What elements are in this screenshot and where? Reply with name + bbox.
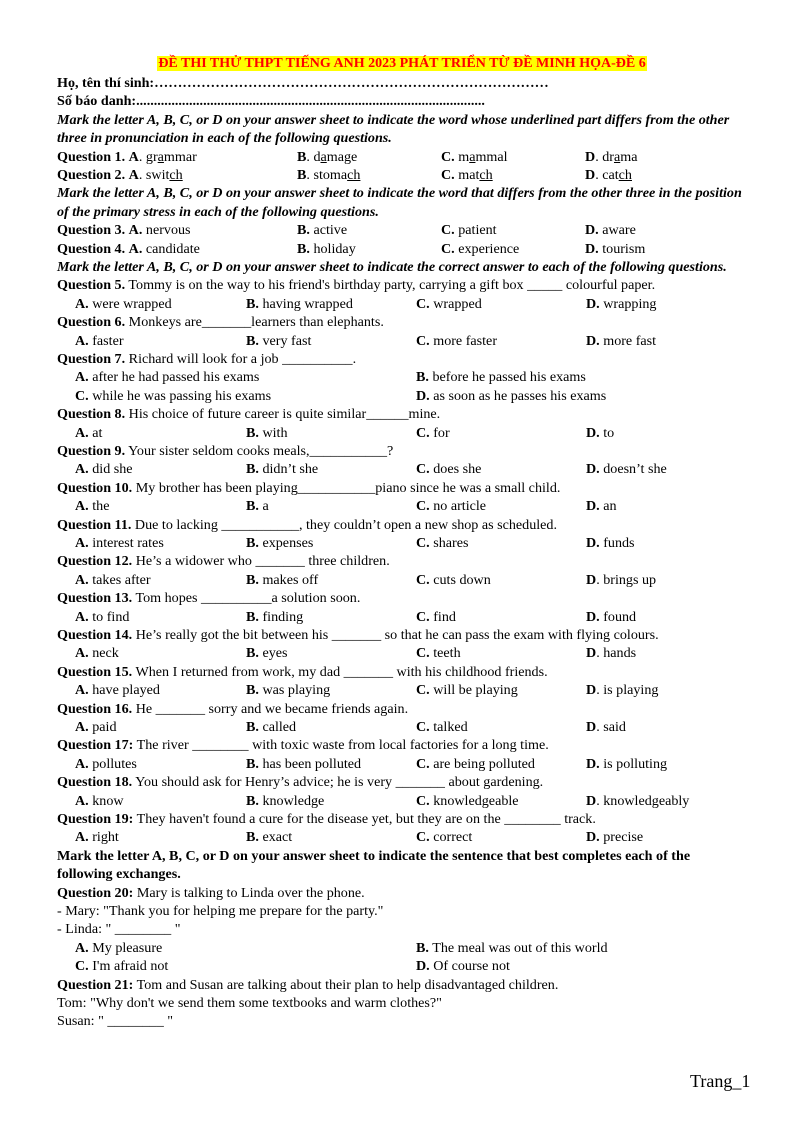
question-21: Question 21: Tom and Susan are talking about their plan to help disadvantaged children. xyxy=(57,976,559,993)
question-label: Question 2. xyxy=(57,167,126,184)
question-text: He _______ sorry and we became friends again. xyxy=(132,700,409,717)
option-d: D. is playing xyxy=(586,682,659,699)
options-row xyxy=(57,497,747,515)
question-20-options-row2 xyxy=(57,957,747,975)
question-text: You should ask for Henry’s advice; he is very _______ about gardening. xyxy=(132,774,544,791)
option-c: C. knowledgeable xyxy=(416,792,519,809)
option-c: C. will be playing xyxy=(416,682,518,699)
option-c: C. shares xyxy=(416,534,469,551)
option-a: A. pollutes xyxy=(75,755,137,772)
question-label: Question 19: xyxy=(57,810,134,827)
option-d: D. Of course not xyxy=(416,958,510,975)
option-a: A. interest rates xyxy=(75,534,164,551)
option-b: B. didn’t she xyxy=(246,461,319,478)
option-d: D. doesn’t she xyxy=(586,461,667,478)
question-text: When I returned from work, my dad _______ with his childhood friends. xyxy=(132,663,548,680)
question-label: Question 17: xyxy=(57,737,134,754)
option-c: C. teeth xyxy=(416,645,461,662)
exam-title-text: ĐỀ THI THỬ THPT TIẾNG ANH 2023 PHÁT TRIỂN TỪ ĐỀ MINH HỌA-ĐỀ 6 xyxy=(158,56,646,71)
question-label: Question 13. xyxy=(57,590,133,607)
option-b: B. finding xyxy=(246,608,304,625)
question-1: Question 1. A. grammar B. damage C. mammal D. drama xyxy=(57,148,638,165)
question-label: Question 11. xyxy=(57,516,132,533)
question-label: Question 10. xyxy=(57,479,133,496)
question-text: Richard will look for a job __________. xyxy=(125,351,357,367)
options-row xyxy=(57,755,747,773)
option-b: B. expenses xyxy=(246,534,314,551)
option-d: D. as soon as he passes his exams xyxy=(416,387,607,404)
option-d: D. found xyxy=(586,608,637,625)
option-d: D. knowledgeably xyxy=(586,792,690,809)
options-row xyxy=(57,828,747,846)
option-c: C. for xyxy=(416,424,450,441)
question-label: Question 7. xyxy=(57,351,126,367)
question-stem xyxy=(57,700,747,718)
question-text: He’s really got the bit between his _______ so that he can pass the exam with flying colours. xyxy=(132,626,659,643)
question-21-line1: Tom: "Why don't we send them some textbooks and warm clothes?" xyxy=(57,994,442,1011)
option-a: A. paid xyxy=(75,718,117,735)
exam-title xyxy=(57,55,747,73)
option-d: D. hands xyxy=(586,645,637,662)
option-b: B. was playing xyxy=(246,682,331,699)
question-stem xyxy=(57,313,747,331)
option-a: A. the xyxy=(75,498,110,515)
question-stem xyxy=(57,442,747,460)
question-text: The river ________ with toxic waste from local factories for a long time. xyxy=(133,737,549,754)
question-stem xyxy=(57,626,747,644)
question-3: Question 3. A. nervous B. active C. patient D. aware xyxy=(57,222,636,239)
option-b: B. The meal was out of this world xyxy=(416,939,608,956)
question-text: Tommy is on the way to his friend's birthday party, carrying a gift box _____ colourful paper. xyxy=(125,277,656,294)
mcq-questions xyxy=(57,276,747,846)
option-c: C. cuts down xyxy=(416,571,491,588)
option-c: C. talked xyxy=(416,718,468,735)
option-d: D. brings up xyxy=(586,571,657,588)
question-label: Question 5. xyxy=(57,277,126,294)
options-row xyxy=(57,718,747,736)
question-label: Question 18. xyxy=(57,774,133,791)
question-label: Question 12. xyxy=(57,553,133,570)
question-stem xyxy=(57,589,747,607)
question-20-line2: - Linda: " ________ " xyxy=(57,921,181,938)
option-d: D. wrapping xyxy=(586,295,657,312)
option-a: A. neck xyxy=(75,645,119,662)
question-stem xyxy=(57,405,747,423)
candidate-number-line: Số báo danh:................................................................................................... xyxy=(57,93,485,110)
question-21-line2: Susan: " ________ " xyxy=(57,1013,174,1030)
option-c: C. no article xyxy=(416,498,487,515)
question-label: Question 16. xyxy=(57,700,133,717)
option-d: D. to xyxy=(586,424,615,441)
options-row xyxy=(57,792,747,810)
option-d: D. precise xyxy=(586,829,644,846)
question-20: Question 20: Mary is talking to Linda over the phone. xyxy=(57,884,365,901)
option-c: C. while he was passing his exams xyxy=(75,387,272,404)
option-a: A. at xyxy=(75,424,103,441)
question-stem xyxy=(57,810,747,828)
option-d: D. funds xyxy=(586,534,635,551)
option-b: B. having wrapped xyxy=(246,295,353,312)
option-a: A. takes after xyxy=(75,571,151,588)
option-a: A. have played xyxy=(75,682,160,699)
question-text: His choice of future career is quite similar______mine. xyxy=(125,406,441,423)
option-b: B. called xyxy=(246,718,297,735)
options-row xyxy=(57,295,747,313)
question-20-line1: - Mary: "Thank you for helping me prepare for the party." xyxy=(57,902,384,919)
question-2: Question 2. A. switch B. stomach C. match D. catch xyxy=(57,167,632,184)
question-text: They haven't found a cure for the disease yet, but they are on the ________ track. xyxy=(133,810,596,827)
option-c: C. are being polluted xyxy=(416,755,535,772)
options-row xyxy=(57,534,747,552)
candidate-name-line: Họ, tên thí sinh:………………………………………………………………………… xyxy=(57,75,549,91)
options-row xyxy=(57,644,747,662)
instruction-stress: Mark the letter A, B, C, or D on your answer sheet to indicate the word that differs from the other three in the position of the primary stress in each of the following questions. xyxy=(57,185,742,220)
option-a: A. did she xyxy=(75,461,133,478)
option-a: A. My pleasure xyxy=(75,939,163,956)
options-row xyxy=(57,368,747,386)
question-label: Question 6. xyxy=(57,314,126,331)
options-row xyxy=(57,387,747,405)
option-c: C. does she xyxy=(416,461,482,478)
question-stem xyxy=(57,516,747,534)
option-c: C. find xyxy=(416,608,456,625)
option-a: A. to find xyxy=(75,608,130,625)
option-b: B. has been polluted xyxy=(246,755,362,772)
question-stem xyxy=(57,663,747,681)
question-label: Question 14. xyxy=(57,626,133,643)
question-stem xyxy=(57,736,747,754)
options-row xyxy=(57,424,747,442)
option-c: C. more faster xyxy=(416,332,498,349)
options-row xyxy=(57,681,747,699)
option-b: B. before he passed his exams xyxy=(416,369,586,386)
option-b: B. a xyxy=(246,498,269,515)
option-b: B. exact xyxy=(246,829,293,846)
page-number: Trang_1 xyxy=(690,1071,751,1091)
question-stem xyxy=(57,552,747,570)
option-a: A. right xyxy=(75,829,119,846)
question-label: Question 1. xyxy=(57,148,126,165)
question-stem xyxy=(57,479,747,497)
question-20-options-row1 xyxy=(57,939,747,957)
option-c: C. correct xyxy=(416,829,473,846)
options-row xyxy=(57,460,747,478)
option-b: B. knowledge xyxy=(246,792,325,809)
option-d: D. is polluting xyxy=(586,755,668,772)
option-a: A. were wrapped xyxy=(75,295,172,312)
option-b: B. with xyxy=(246,424,288,441)
option-d: D. more fast xyxy=(586,332,657,349)
question-4: Question 4. A. candidate B. holiday C. experience D. tourism xyxy=(57,240,646,257)
question-stem xyxy=(57,773,747,791)
option-a: A. know xyxy=(75,792,124,809)
options-row xyxy=(57,571,747,589)
option-d: D. said xyxy=(586,718,626,735)
option-b: B. very fast xyxy=(246,332,312,349)
option-d: D. an xyxy=(586,498,617,515)
options-row xyxy=(57,332,747,350)
question-label: Question 8. xyxy=(57,406,126,423)
option-b: B. eyes xyxy=(246,645,288,662)
question-text: He’s a widower who _______ three children. xyxy=(132,553,390,570)
question-text: Tom hopes __________a solution soon. xyxy=(132,590,361,607)
option-c: C. wrapped xyxy=(416,295,482,312)
question-label: Question 9. xyxy=(57,442,126,459)
question-stem xyxy=(57,276,747,294)
option-a: A. faster xyxy=(75,332,124,349)
options-row xyxy=(57,608,747,626)
question-stem xyxy=(57,350,747,368)
instruction-pronunciation: Mark the letter A, B, C, or D on your answer sheet to indicate the word whose underlined part differs from the other three in pronunciation in each of the following questions. xyxy=(57,111,730,147)
instruction-exchanges: Mark the letter A, B, C, or D on your answer sheet to indicate the sentence that best completes each of the following exchanges. xyxy=(57,847,691,883)
question-text: Due to lacking ___________, they couldn’t open a new shop as scheduled. xyxy=(131,516,558,533)
question-text: My brother has been playing___________piano since he was a small child. xyxy=(132,479,561,496)
question-text: Monkeys are_______learners than elephants. xyxy=(125,314,384,331)
option-c: C. I'm afraid not xyxy=(75,958,169,975)
question-text: Your sister seldom cooks meals,___________? xyxy=(125,442,394,459)
option-b: B. makes off xyxy=(246,571,319,588)
exam-content xyxy=(57,55,747,1031)
question-label: Question 15. xyxy=(57,663,133,680)
option-a: A. after he had passed his exams xyxy=(75,369,260,386)
instruction-correct-answer: Mark the letter A, B, C, or D on your answer sheet to indicate the correct answer to each of the following questions. xyxy=(57,259,727,275)
